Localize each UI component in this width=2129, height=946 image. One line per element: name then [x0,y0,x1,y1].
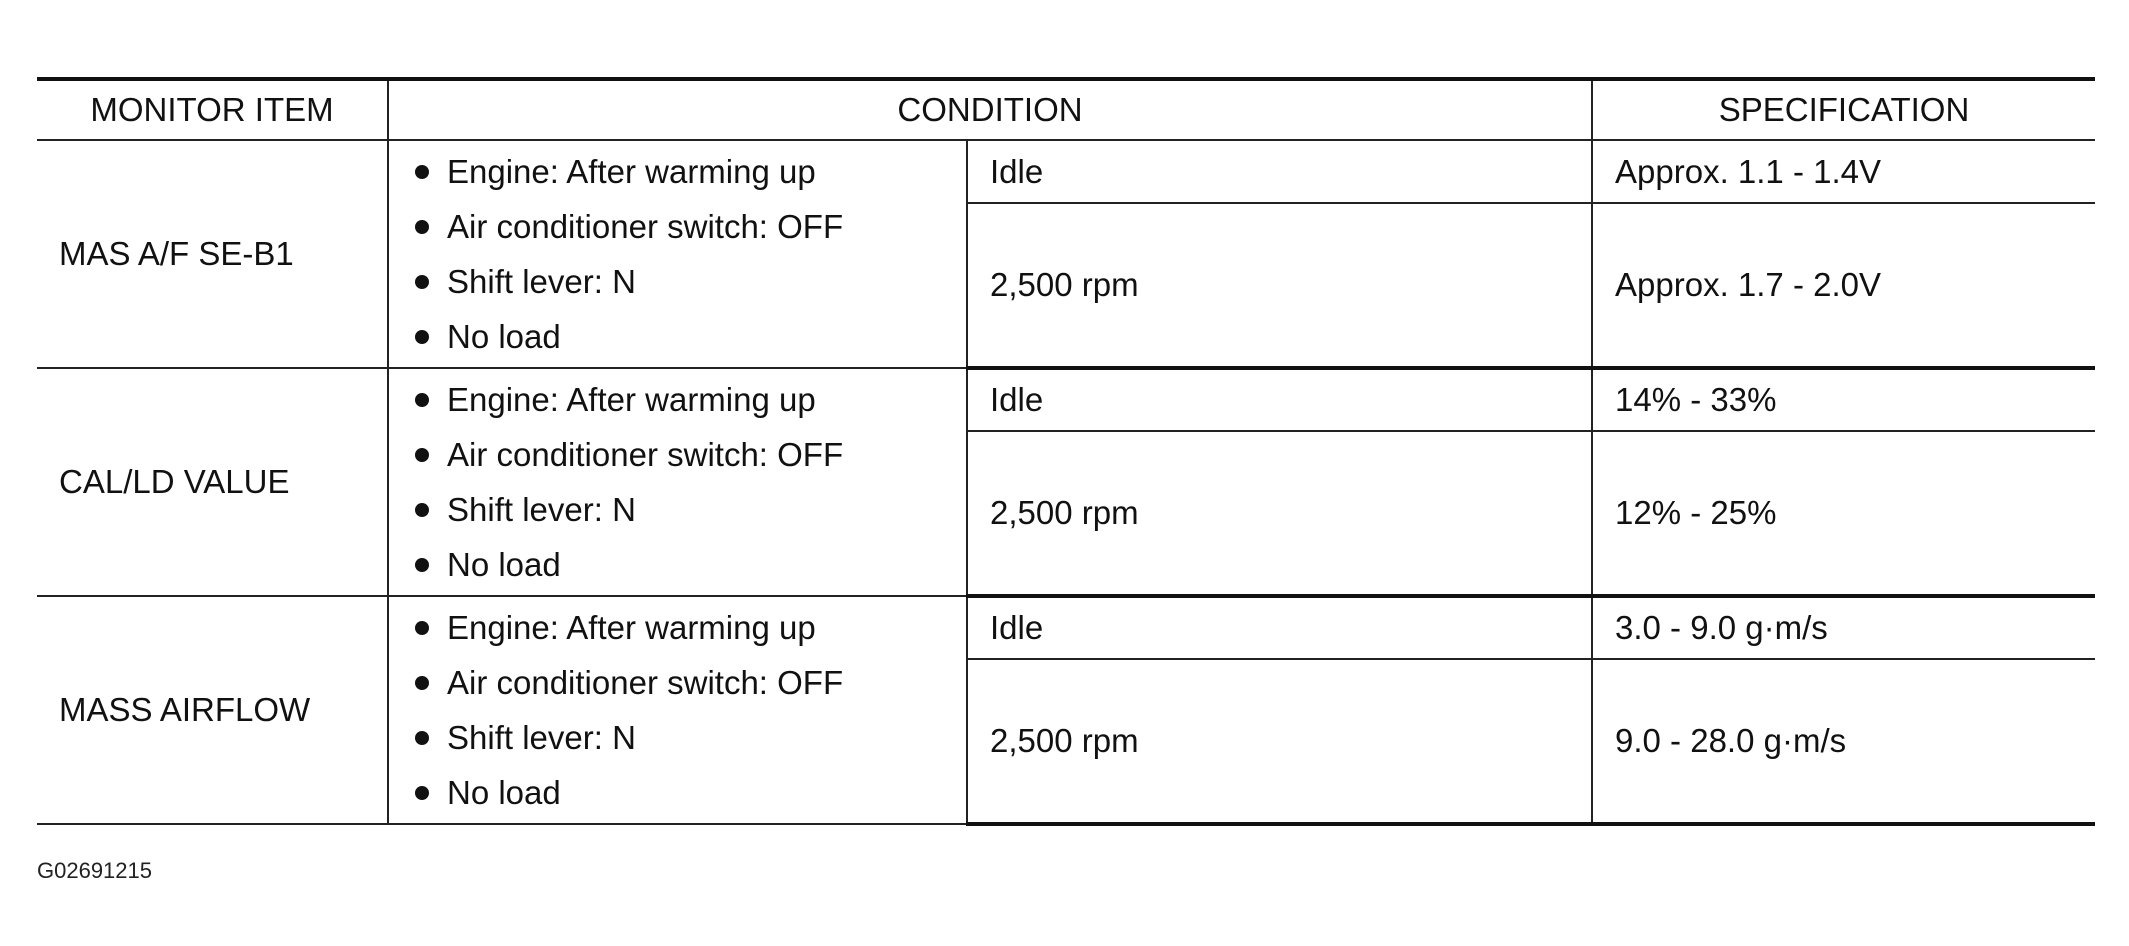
header-row [37,79,2095,140]
monitor-item-cell: MASS AIRFLOW [37,596,388,824]
condition-list [411,372,966,592]
list-item: Shift lever: N [411,482,966,537]
list-item: No load [411,537,966,592]
monitor-item-cell: CAL/LD VALUE [37,368,388,596]
idle-label-cell: Idle [967,368,1592,431]
list-item: No load [411,765,966,820]
list-item: No load [411,309,966,364]
condition-list-cell [388,596,967,824]
bullet-icon [415,448,429,462]
bullet-icon [415,786,429,800]
rpm-label-cell: 2,500 rpm [967,203,1592,368]
list-item: Engine: After warming up [411,372,966,427]
bullet-icon [415,676,429,690]
spec-table [37,77,2095,826]
bullet-icon [415,165,429,179]
rpm-label-cell: 2,500 rpm [967,431,1592,596]
monitor-item-cell: MAS A/F SE-B1 [37,140,388,368]
figure-id: G02691215 [37,858,152,883]
bullet-icon [415,220,429,234]
bullet-icon [415,503,429,517]
rpm-spec-cell: Approx. 1.7 - 2.0V [1592,203,2095,368]
list-item: Engine: After warming up [411,600,966,655]
bullet-icon [415,393,429,407]
table-row [37,368,2095,431]
header-monitor-item: MONITOR ITEM [37,79,388,140]
rpm-spec-cell: 12% - 25% [1592,431,2095,596]
condition-list-cell [388,140,967,368]
rpm-label-cell: 2,500 rpm [967,659,1592,824]
list-item: Shift lever: N [411,710,966,765]
condition-list-cell [388,368,967,596]
rpm-spec-cell: 9.0 - 28.0 g·m/s [1592,659,2095,824]
idle-spec-cell: Approx. 1.1 - 1.4V [1592,140,2095,203]
list-item: Air conditioner switch: OFF [411,655,966,710]
table-row [37,140,2095,203]
bullet-icon [415,330,429,344]
list-item: Air conditioner switch: OFF [411,427,966,482]
bullet-icon [415,731,429,745]
bullet-icon [415,558,429,572]
idle-label-cell: Idle [967,596,1592,659]
header-specification: SPECIFICATION [1592,79,2095,140]
condition-list [411,144,966,364]
idle-spec-cell: 14% - 33% [1592,368,2095,431]
list-item: Air conditioner switch: OFF [411,199,966,254]
idle-label-cell: Idle [967,140,1592,203]
idle-spec-cell: 3.0 - 9.0 g·m/s [1592,596,2095,659]
bullet-icon [415,275,429,289]
table-row [37,596,2095,659]
list-item: Shift lever: N [411,254,966,309]
header-condition: CONDITION [388,79,1592,140]
bullet-icon [415,621,429,635]
condition-list [411,600,966,820]
list-item: Engine: After warming up [411,144,966,199]
